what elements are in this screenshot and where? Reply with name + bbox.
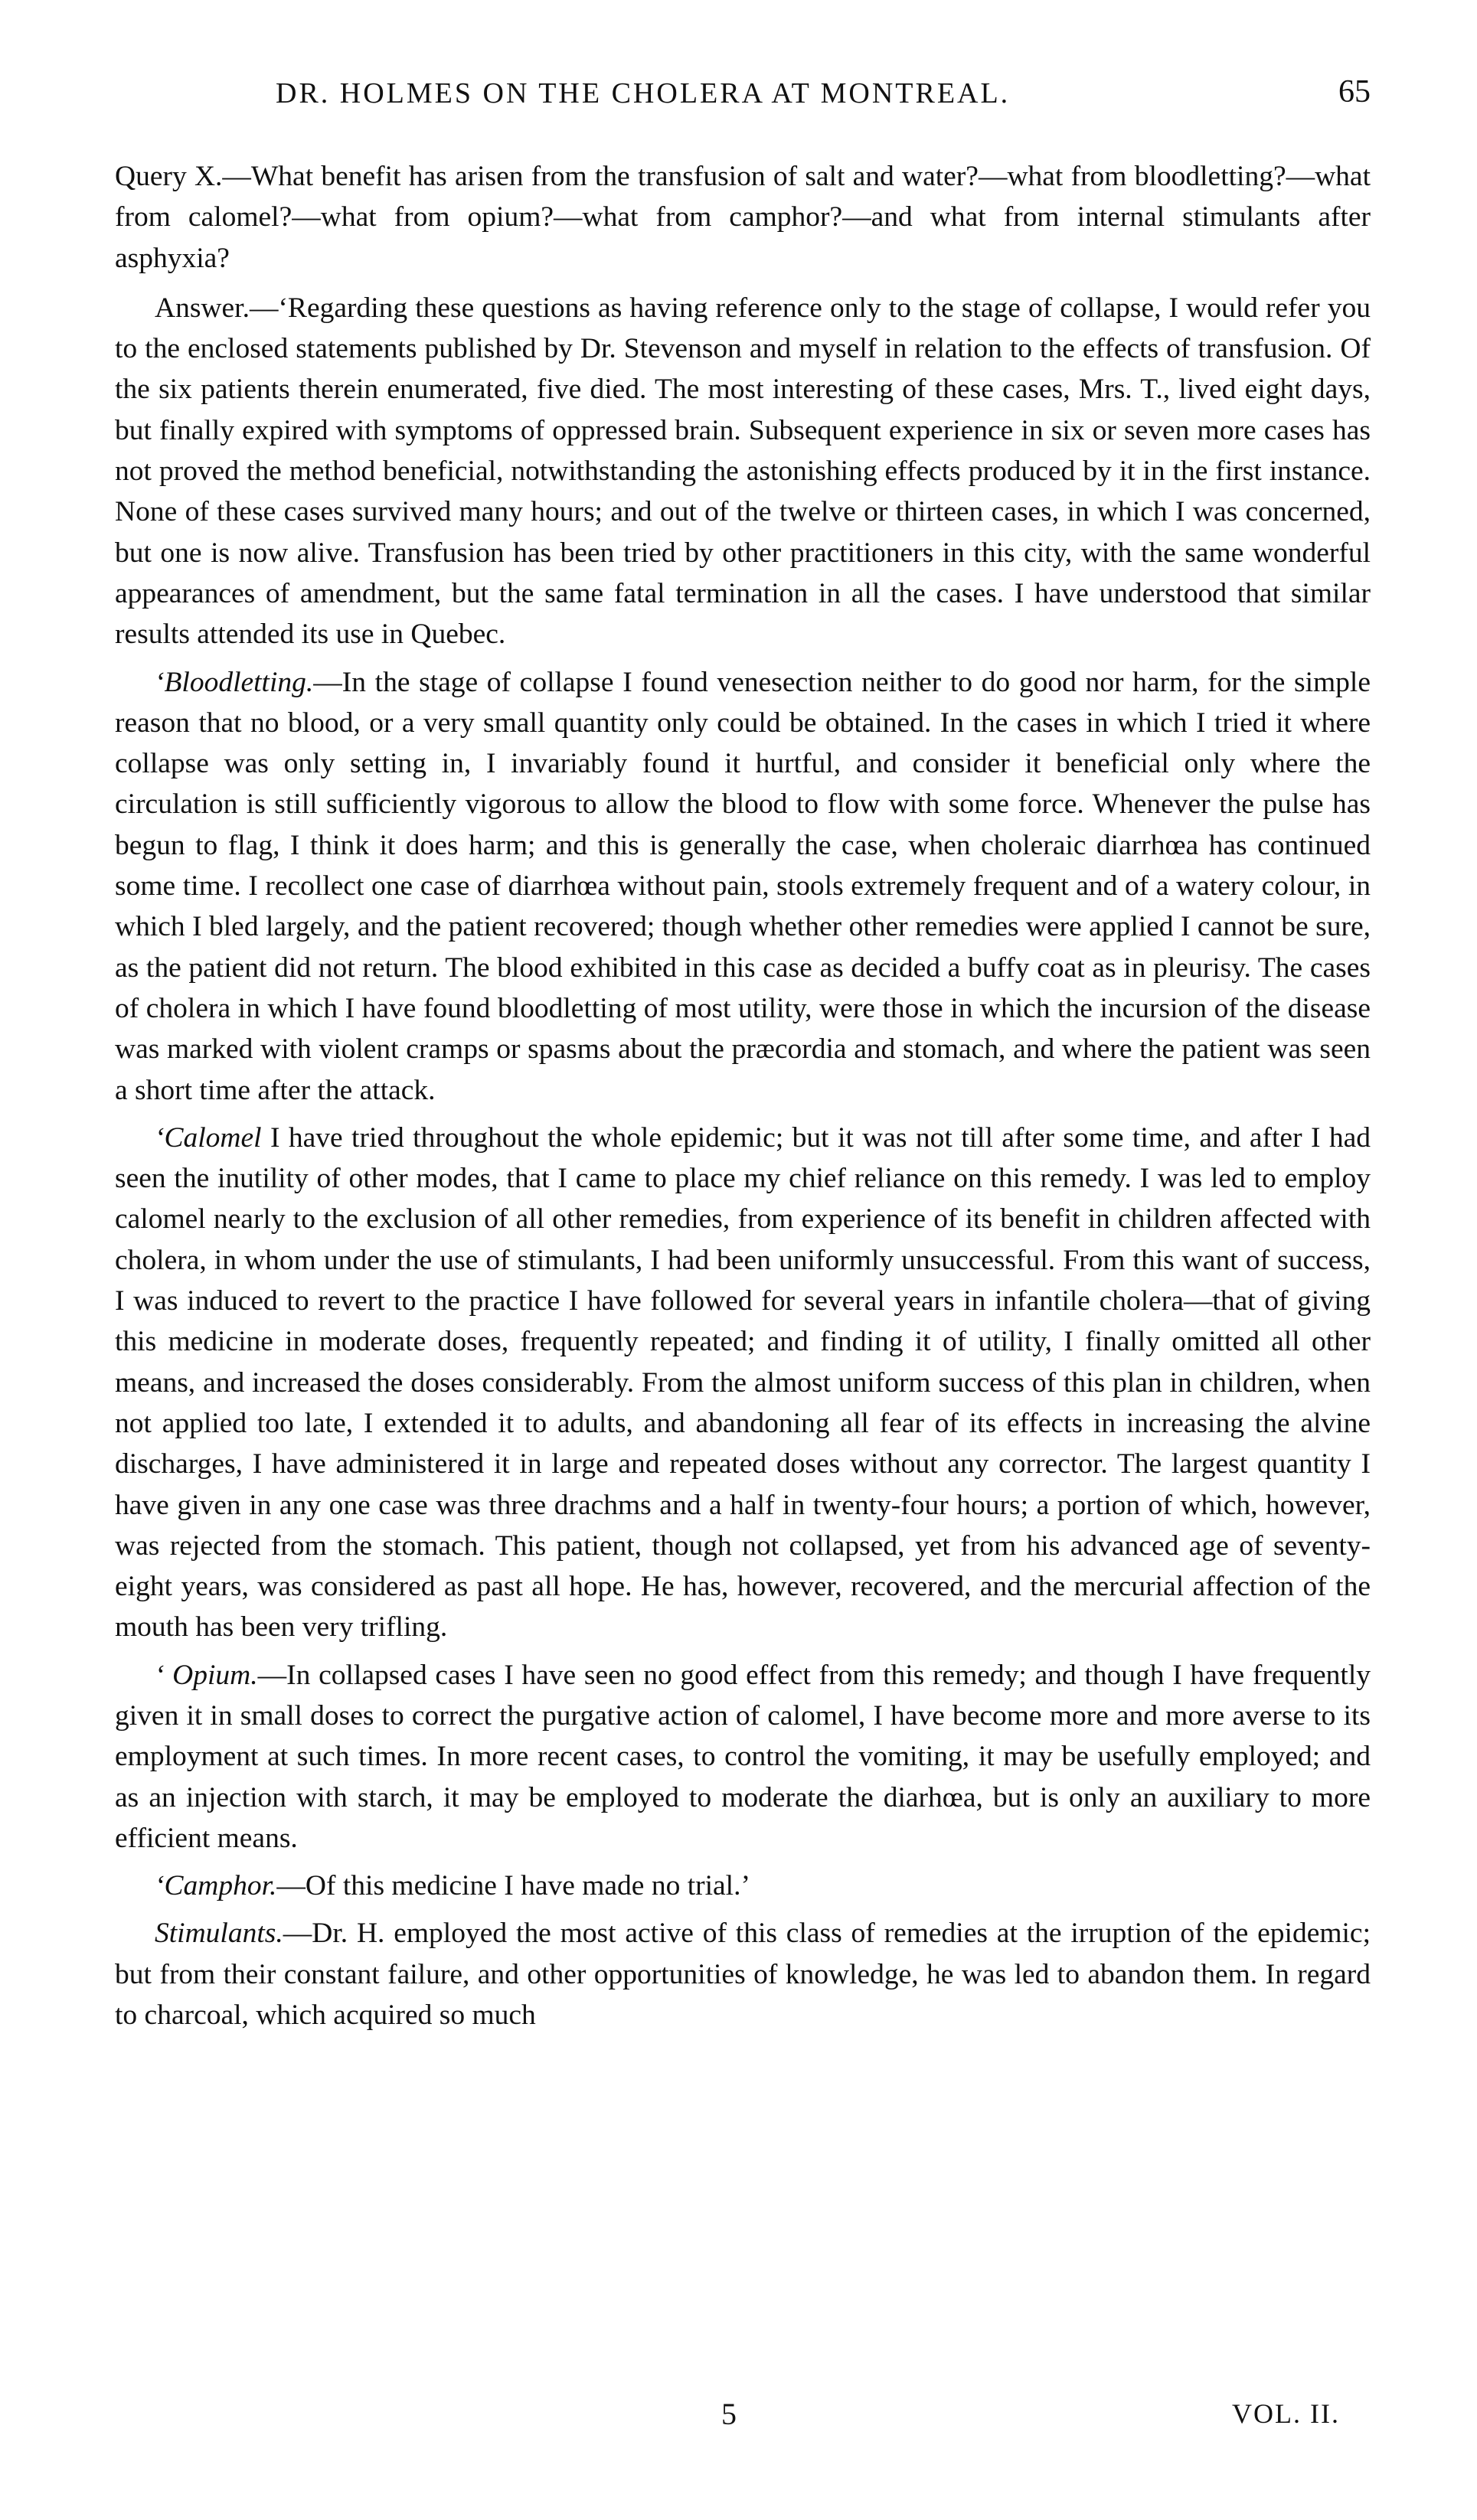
camphor-heading: ‘Camphor. bbox=[155, 1870, 277, 1902]
answer-paragraph bbox=[115, 288, 1371, 655]
query-paragraph bbox=[115, 156, 1371, 279]
opium-text: —In collapsed cases I have seen no good effect from this remedy; and though I have frequently given it in small doses to correct the purgative action of calomel, I have become more and more averse to its employment at such times. In more recent cases, to control the vomiting, it may be usefully employed; and as an injection with starch, it may be employed to moderate the diarhœa, but is only an auxiliary to more efficient means. bbox=[115, 1659, 1371, 1854]
query-text: Query X.—What benefit has arisen from the transfusion of salt and water?—what from bloodletting?—what from calomel?—what from opium?—what from camphor?—and what from internal stimulants after asphyxia? bbox=[115, 161, 1371, 274]
bloodletting-heading: ‘Bloodletting. bbox=[155, 666, 314, 698]
opium-paragraph bbox=[115, 1655, 1371, 1859]
stimulants-paragraph bbox=[115, 1913, 1371, 2035]
stimulants-text: —Dr. H. employed the most active of this class of remedies at the irruption of the epidemic; but from their constant failure, and other opportunities of knowledge, he was led to abandon them. In regard to charcoal, which acquired so much bbox=[115, 1918, 1371, 2032]
page-footer bbox=[115, 2396, 1371, 2442]
stimulants-heading: Stimulants. bbox=[155, 1918, 283, 1950]
bloodletting-paragraph bbox=[115, 662, 1371, 1111]
calomel-paragraph bbox=[115, 1118, 1371, 1648]
body-text bbox=[115, 156, 1371, 2035]
opium-heading: ‘ Opium. bbox=[155, 1659, 258, 1691]
running-head bbox=[115, 74, 1371, 130]
signature-mark: 5 bbox=[721, 2397, 737, 2431]
camphor-text: —Of this medicine I have made no trial.’ bbox=[276, 1870, 750, 1902]
bloodletting-text: —In the stage of collapse I found venesection neither to do good nor harm, for the simple reason that no blood, or a very small quantity only could be obtained. In the cases in which I tried it where collapse was only setting in, I invariably found it hurtful, and consider it beneficial only where the circulation is still sufficiently vigorous to allow the blood to flow with some force. Whenever the pulse has begun to flag, I think it does harm; and this is generally the case, when choleraic diarrhœa has continued some time. I recollect one case of diarrhœa without pain, stools extremely frequent and of a watery colour, in which I bled largely, and the patient recovered; though whether other remedies were applied I cannot be sure, as the patient did not return. The blood exhibited in this case as decided a buffy coat as in pleurisy. The cases of cholera in which I have found bloodletting of most utility, were those in which the incursion of the disease was marked with violent cramps or spasms about the præcordia and stomach, and where the patient was seen a short time after the attack. bbox=[115, 666, 1371, 1106]
calomel-heading: ‘Calomel bbox=[155, 1121, 262, 1154]
page-number: 65 bbox=[1338, 74, 1371, 109]
answer-text: Answer.—‘Regarding these questions as having reference only to the stage of collapse, I would refer you to the enclosed statements published by Dr. Stevenson and myself in relation to the effects of transfusion. Of the six patients therein enumerated, five died. The most interesting of these cases, Mrs. T., lived eight days, but finally expired with symptoms of oppressed brain. Subsequent experience in six or seven more cases has not proved the method beneficial, notwithstanding the astonishing effects produced by it in the first instance. None of these cases survived many hours; and out of the twelve or thirteen cases, in which I was concerned, but one is now alive. Transfusion has been tried by other practitioners in this city, with the same wonderful appearances of amendment, but the same fatal termination in all the cases. I have understood that similar results attended its use in Quebec. bbox=[115, 292, 1371, 651]
camphor-paragraph bbox=[115, 1866, 1371, 1906]
page bbox=[115, 74, 1371, 2042]
calomel-text: I have tried throughout the whole epidemic; but it was not till after some time, and after I had seen the inutility of other modes, that I came to place my chief reliance on this remedy. I was led to employ calomel nearly to the exclusion of all other remedies, from experience of its benefit in children affected with cholera, in whom under the use of stimulants, I had been uniformly unsuccessful. From this want of success, I was induced to revert to the practice I have followed for several years in infantile cholera—that of giving this medicine in moderate doses, frequently repeated; and finding it of utility, I finally omitted all other means, and increased the doses considerably. From the almost uniform success of this plan in children, when not applied too late, I extended it to adults, and abandoning all fear of its effects in increasing the alvine discharges, I have administered it in large and repeated doses without any corrector. The largest quantity I have given in any one case was three drachms and a half in twenty-four hours; a portion of which, however, was rejected from the stomach. This patient, though not collapsed, yet from his advanced age of seventy-eight years, was considered as past all hope. He has, however, recovered, and the mercurial affection of the mouth has been very trifling. bbox=[115, 1121, 1371, 1644]
running-title: DR. HOLMES ON THE CHOLERA AT MONTREAL. bbox=[276, 77, 1011, 109]
volume-label: VOL. II. bbox=[1232, 2398, 1340, 2429]
